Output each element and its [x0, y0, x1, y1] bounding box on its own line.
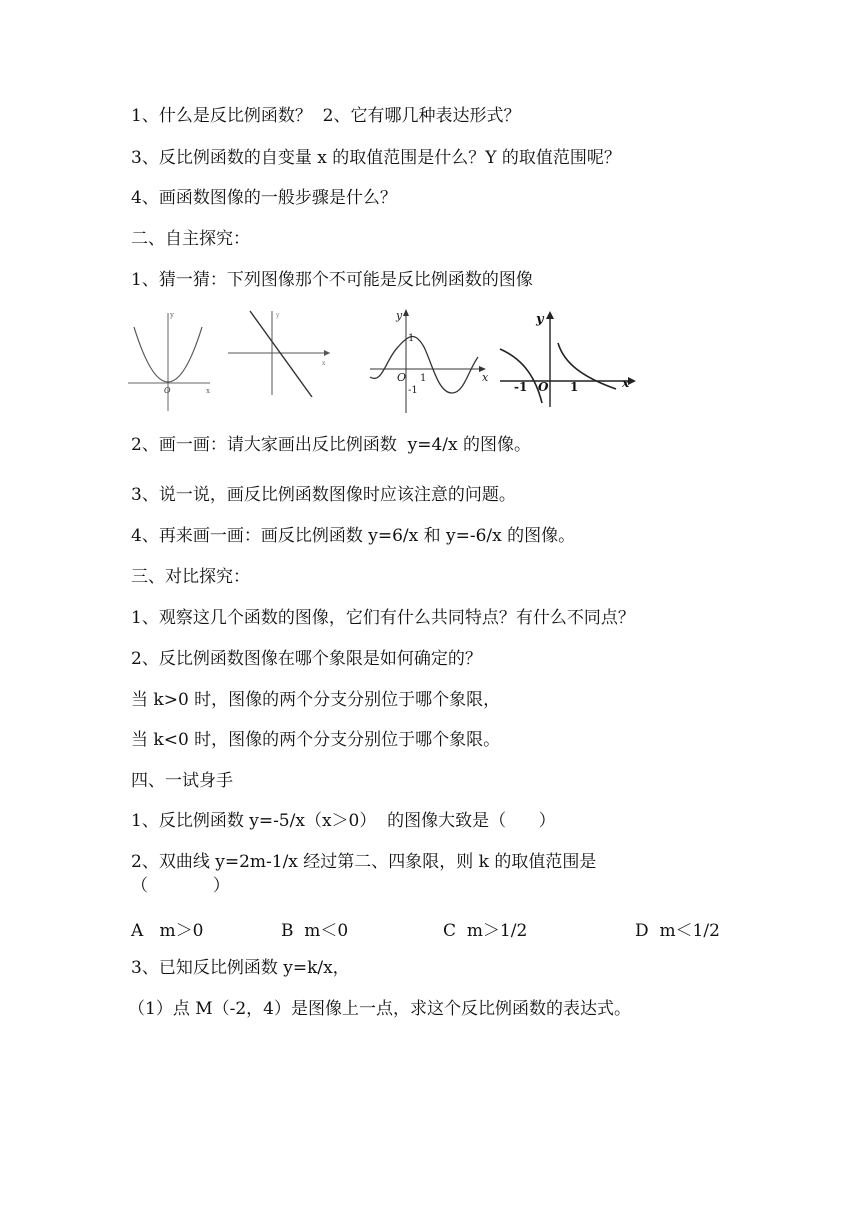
parabola-origin-label: O — [164, 386, 171, 395]
linear-graph — [226, 307, 338, 397]
question-line-3: 4、画函数图像的一般步骤是什么？ — [131, 188, 397, 208]
question-line-2: 3、反比例函数的自变量 x 的取值范围是什么？Y 的取值范围呢？ — [131, 148, 621, 168]
choice-options — [131, 916, 736, 940]
line-x-label: x — [322, 360, 326, 367]
exercise-1: 1、反比例函数 y=-5/x（x＞0） 的图像大致是（ ） — [131, 811, 556, 831]
hyperbola-neg-one-label: -1 — [514, 380, 528, 394]
option-c[interactable]: C m＞1/2 — [443, 921, 528, 941]
compare-question-2: 2、反比例函数图像在哪个象限是如何确定的？ — [131, 649, 482, 669]
hyperbola-y-label: y — [536, 312, 544, 327]
exercise-3-part-1: （1）点 M（-2，4）是图像上一点，求这个反比例函数的表达式。 — [128, 999, 632, 1019]
exercise-3: 3、已知反比例函数 y=k/x， — [131, 958, 350, 978]
k-positive-line: 当 k>0 时，图像的两个分支分别位于哪个象限， — [131, 690, 501, 710]
line-y-label: y — [276, 312, 280, 319]
sine-graph — [368, 307, 492, 415]
parabola-graph — [124, 307, 214, 413]
sine-x-one-label: 1 — [420, 373, 427, 384]
guess-prompt: 1、猜一猜：下列图像那个不可能是反比例函数的图像 — [131, 270, 533, 290]
sine-origin-label: O — [397, 371, 407, 384]
sine-neg-one-label: -1 — [408, 385, 418, 396]
section-heading-4: 四、一试身手 — [131, 771, 233, 791]
hyperbola-origin-label: O — [538, 380, 549, 394]
parabola-x-label: x — [206, 387, 210, 395]
hyperbola-one-label: 1 — [570, 380, 579, 394]
option-b[interactable]: B m＜0 — [281, 921, 349, 941]
exercise-2-blank: （ ） — [131, 876, 230, 896]
parabola-y-label: y — [170, 311, 174, 319]
compare-question-1: 1、观察这几个函数的图像，它们有什么共同特点？有什么不同点？ — [131, 608, 635, 628]
redraw-prompt: 4、再来画一画：画反比例函数 y=6/x 和 y=-6/x 的图像。 — [131, 526, 576, 546]
hyperbola-graph — [498, 307, 640, 407]
exercise-2: 2、双曲线 y=2m-1/x 经过第二、四象限，则 k 的取值范围是 — [131, 852, 597, 872]
section-heading-2: 二、自主探究： — [131, 229, 250, 249]
sine-y-label: y — [396, 309, 403, 322]
sine-y-one-label: 1 — [408, 333, 415, 344]
option-a[interactable]: A m＞0 — [131, 921, 204, 941]
option-d[interactable]: D m＜1/2 — [635, 921, 720, 941]
discuss-prompt: 3、说一说，画反比例函数图像时应该注意的问题。 — [131, 485, 516, 505]
hyperbola-x-label: x — [622, 376, 630, 390]
function-graphs-row — [124, 307, 644, 415]
k-negative-line: 当 k<0 时，图像的两个分支分别位于哪个象限。 — [131, 730, 501, 750]
question-line-1: 1、什么是反比例函数？ 2、它有哪几种表达形式？ — [131, 106, 521, 126]
sine-x-label: x — [482, 371, 489, 384]
draw-prompt: 2、画一画：请大家画出反比例函数 y=4/x 的图像。 — [131, 435, 532, 455]
section-heading-3: 三、对比探究： — [131, 567, 250, 587]
